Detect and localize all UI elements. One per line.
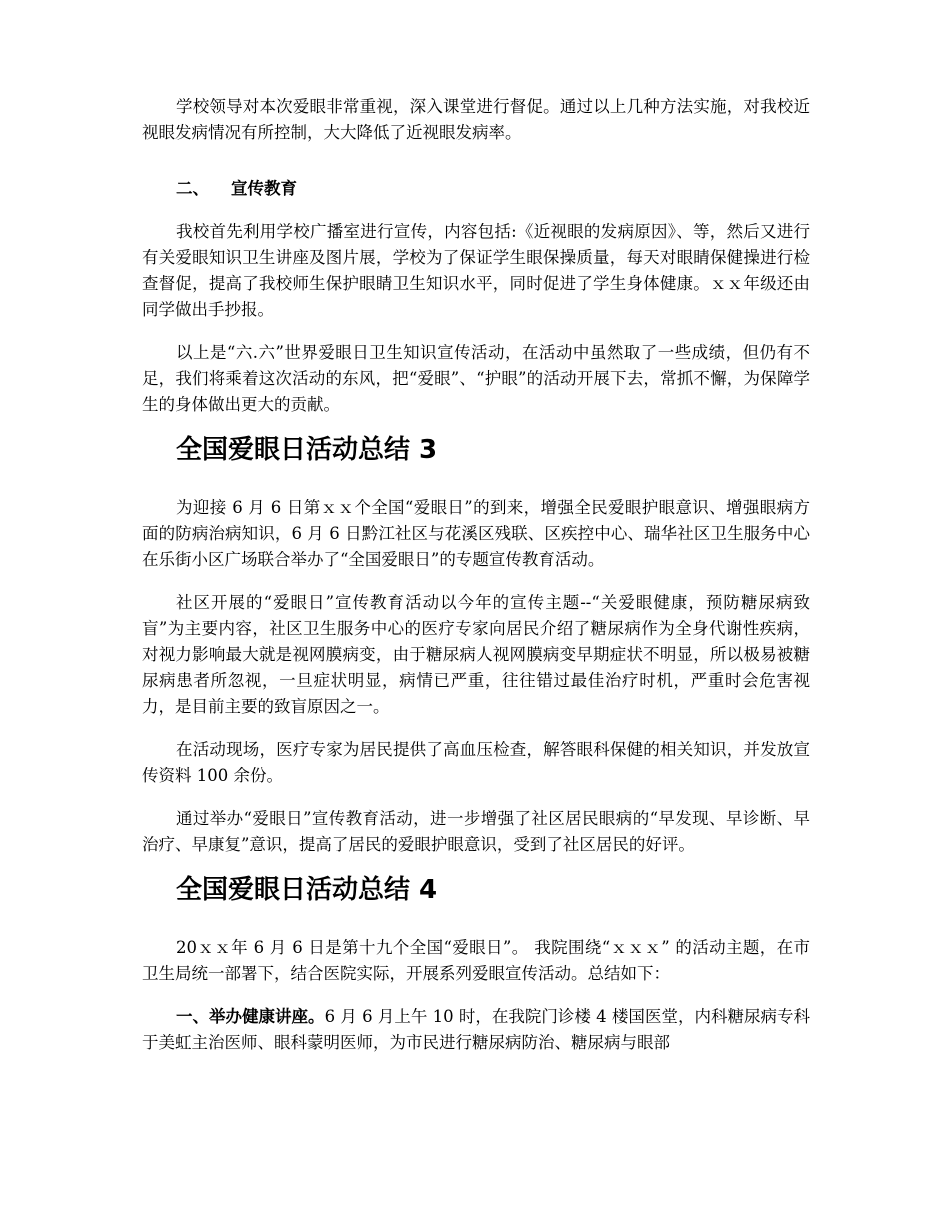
paragraph-s3-theme: 社区开展的“爱眼日”宣传教育活动以今年的宣传主题--“关爱眼健康，预防糖尿病致盲”为主要内容，社区卫生服务中心的医疗专家向居民介绍了糖尿病作为全身代谢性疾病，对视力影响最大就是视网膜病变，由于糖尿病人视网膜病变早期症状不明显，所以极易被糖尿病患者所忽视，一旦症状明显，病情已严重，往往错过最佳治疗时机，严重时会危害视力，是目前主要的致盲原因之一。 [142, 593, 810, 716]
paragraph-s3-intro: 为迎接 6 月 6 日第ｘｘ个全国“爱眼日”的到来，增强全民爱眼护眼意识、增强眼病方面的防病治病知识，6 月 6 日黔江社区与花溪区残联、区疾控中心、瑞华社区卫生服务中心在乐街小区广场联合举办了“全国爱眼日”的专题宣传教育活动。 [142, 498, 810, 569]
paragraph-conclusion: 以上是“六.六”世界爱眼日卫生知识宣传活动，在活动中虽然取了一些成绩，但仍有不足，我们将乘着这次活动的东风，把“爱眼”、“护眼”的活动开展下去，常抓不懈，为保障学生的身体做出更大的贡献。 [142, 343, 810, 414]
paragraph-s3-result: 通过举办“爱眼日”宣传教育活动，进一步增强了社区居民眼病的“早发现、早诊断、早治疗、早康复”意识，提高了居民的爱眼护眼意识，受到了社区居民的好评。 [142, 809, 810, 854]
subheading-title: 宣传教育 [231, 179, 297, 198]
paragraph-leadership: 学校领导对本次爱眼非常重视，深入课堂进行督促。通过以上几种方法实施，对我校近视眼发病情况有所控制，大大降低了近视眼发病率。 [142, 97, 810, 142]
paragraph-lead-label: 一、举办健康讲座。 [176, 1007, 325, 1026]
paragraph-s4-lecture [142, 1004, 810, 1056]
paragraph-s4-intro: 20ｘｘ年 6 月 6 日是第十九个全国“爱眼日”。 我院围绕“ｘｘｘ” 的活动主题，在市卫生局统一部署下，结合医院实际，开展系列爱眼宣传活动。总结如下： [142, 938, 810, 983]
subheading-publicity [142, 176, 810, 202]
section-4-heading: 全国爱眼日活动总结 4 [176, 875, 438, 905]
paragraph-s3-onsite: 在活动现场，医疗专家为居民提供了高血压检查，解答眼科保健的相关知识，并发放宣传资料 100 余份。 [142, 740, 810, 785]
document-page [142, 94, 810, 1056]
paragraph-broadcast: 我校首先利用学校广播室进行宣传，内容包括:《近视眼的发病原因》、等，然后又进行有关爱眼知识卫生讲座及图片展，学校为了保证学生眼保操质量，每天对眼睛保健操进行检查督促，提高了我校师生保护眼睛卫生知识水平，同时促进了学生身体健康。ｘｘ年级还由同学做出手抄报。 [142, 222, 811, 319]
subheading-number: 二、 [176, 179, 209, 198]
section-3-heading: 全国爱眼日活动总结 3 [176, 435, 438, 465]
paragraph-s4-lecture-body: 6 月 6 月上午 10 时，在我院门诊楼 4 楼国医堂，内科糖尿病专科于美虹主治医师、眼科蒙明医师，为市民进行糖尿病防治、糖尿病与眼部 [142, 1007, 811, 1052]
